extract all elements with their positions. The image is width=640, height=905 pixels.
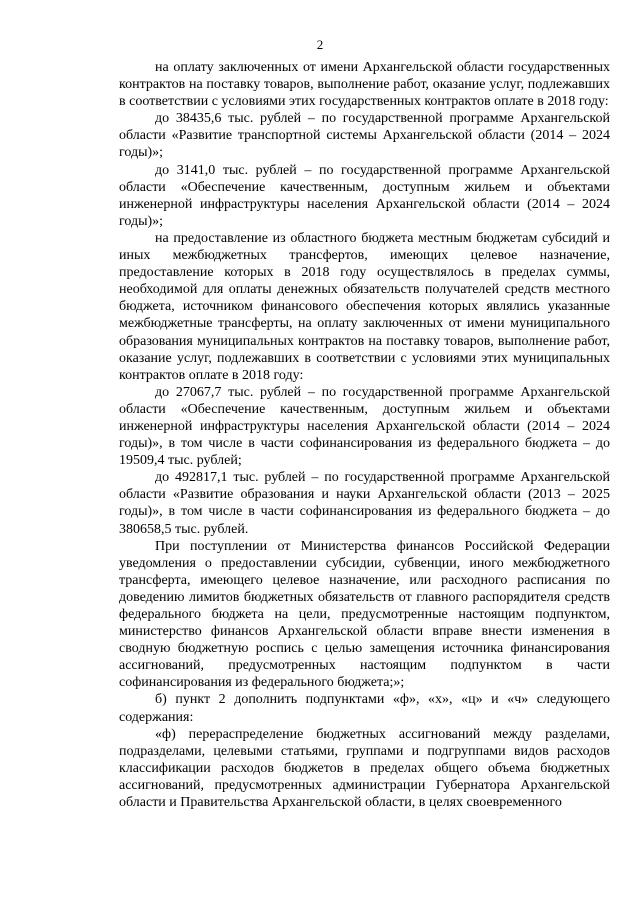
paragraph-contracts-payment: на оплату заключенных от имени Архангельской области государственных контрактов на поставку товаров, выполнение работ, оказание услуг, подлежавших в соответствии с условиями этих государственных контрактов оплате в 2018 году: <box>119 60 610 110</box>
paragraph-ministry-notification: При поступлении от Министерства финансов Российской Федерации уведомления о предоставлении субсидии, субвенции, иного межбюджетного трансферта, имеющего целевое назначение, или расходного расписания по доведению лимитов бюджетных обязательств от главного распорядителя средств федерального бюджета на цели, предусмотренные настоящим подпунктом, министерство финансов Архангельской области вправе внести изменения в сводную бюджетную роспись с целью замещения источника финансирования ассигнований, предусмотренных настоящим подпунктом в части софинансирования из федерального бюджета;»; <box>119 538 610 691</box>
paragraph-transport-program: до 38435,6 тыс. рублей – по государственной программе Архангельской области «Развитие транспортной системы Архангельской области (2014 – 2024 годы)»; <box>119 111 610 161</box>
document-body <box>119 59 610 811</box>
paragraph-item-b: б) пункт 2 дополнить подпунктами «ф», «х», «ц» и «ч» следующего содержания: <box>119 692 610 725</box>
page-number: 2 <box>316 37 324 52</box>
paragraph-housing-program: до 3141,0 тыс. рублей – по государственной программе Архангельской области «Обеспечение качественным, доступным жильем и объектами инженерной инфраструктуры населения Архангельской области (2014 – 2024 годы)»; <box>119 162 610 229</box>
paragraph-item-f: «ф) перераспределение бюджетных ассигнований между разделами, подразделами, целевыми статьями, группами и подгруппами видов расходов классификации расходов бюджетов в пределах общего объема бюджетных ассигнований, предусмотренных администрации Губернатора Архангельской области и Правительства Архангельской области, в целях своевременного <box>119 726 610 811</box>
paragraph-housing-program-local: до 27067,7 тыс. рублей – по государственной программе Архангельской области «Обеспечение качественным, доступным жильем и объектами инженерной инфраструктуры населения Архангельской области (2014 – 2024 годы)», в том числе в части софинансирования из федерального бюджета – до 19509,4 тыс. рублей; <box>119 384 610 469</box>
paragraph-education-program: до 492817,1 тыс. рублей – по государственной программе Архангельской области «Развитие образования и науки Архангельской области (2013 – 2025 годы)», в том числе в части софинансирования из федерального бюджета – до 380658,5 тыс. рублей. <box>119 470 610 537</box>
paragraph-local-budgets: на предоставление из областного бюджета местным бюджетам субсидий и иных межбюджетных трансфертов, имеющих целевое назначение, предоставление которых в 2018 году осуществлялось в пределах суммы, необходимой для оплаты денежных обязательств получателей средств местного бюджета, источником финансового обеспечения которых являлись указанные межбюджетные трансферты, на оплату заключенных от имени муниципального образования муниципальных контрактов на поставку товаров, выполнение работ, оказание услуг, подлежавших в соответствии с условиями этих муниципальных контрактов оплате в 2018 году: <box>119 230 610 383</box>
